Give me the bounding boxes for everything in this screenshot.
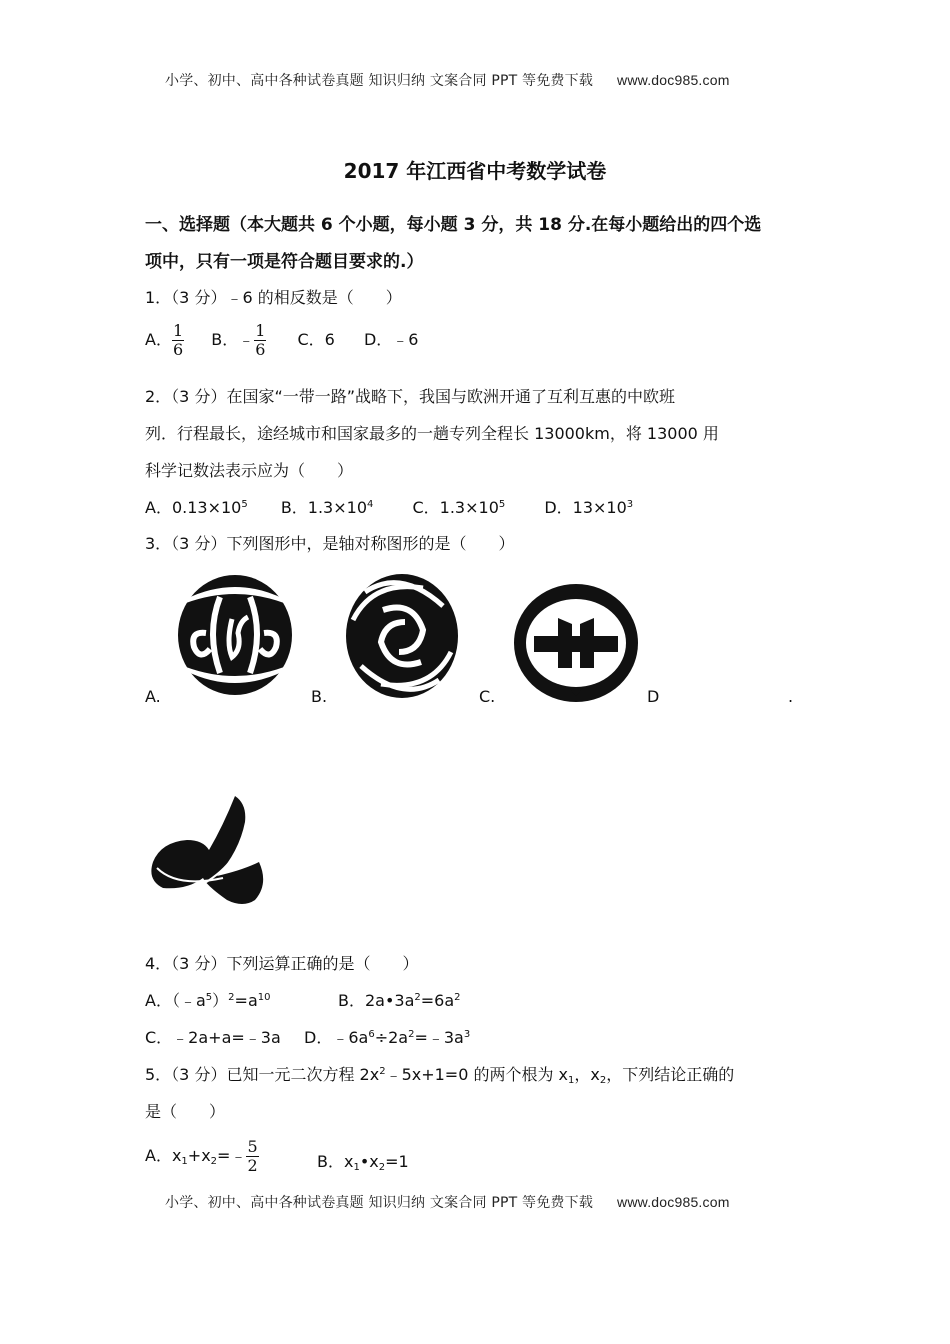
question-2-stem-line2: 列．行程最长，途经城市和国家最多的一趟专列全程长 13000km，将 13000 用 (145, 424, 719, 443)
figure-d-ribbon-icon[interactable] (147, 792, 269, 910)
header-text: 小学、初中、高中各种试卷真题 知识归纳 文案合同 PPT 等免费下载 (165, 73, 594, 89)
figure-c-oval-gate-icon[interactable] (512, 582, 640, 704)
q2-option-b[interactable]: B．$1.3\times 10^4$ (280, 498, 374, 517)
question-1-options (145, 322, 418, 359)
q2-option-c[interactable]: C．$1.3\times 10^5$ (412, 498, 506, 517)
question-2-stem-line1: 2．（3 分）在国家“一带一路”战略下，我国与欧洲开通了互利互惠的中欧班 (145, 387, 676, 406)
question-2-options (145, 495, 633, 518)
q2-option-d[interactable]: D．$13\times 10^3$ (544, 498, 634, 517)
header-url[interactable]: www.doc985.com (617, 72, 730, 88)
q1-option-b[interactable]: B．﹣ $\frac{1}{6}$ (211, 321, 266, 359)
figure-b-phoenix-swirl-icon[interactable] (343, 570, 461, 702)
q1-option-c[interactable]: C．6 (297, 330, 335, 349)
q3-option-a[interactable]: A. (145, 687, 161, 706)
fraction: $\frac{5}{2}$ (247, 1137, 258, 1175)
question-4-stem: 4．（3 分）下列运算正确的是（ ） (145, 954, 419, 973)
footer-text: 小学、初中、高中各种试卷真题 知识归纳 文案合同 PPT 等免费下载 (165, 1195, 594, 1211)
q5-option-b[interactable]: B．$x_1•x_2=1$ (317, 1152, 409, 1173)
q5-option-a[interactable]: A．$x_1+x_2=﹣$ $\frac{5}{2}$ (145, 1137, 258, 1175)
q2-option-a[interactable]: A．$0.13\times 10^5$ (145, 498, 248, 517)
question-5-stem-line1: 5．（3 分）已知一元二次方程 $2x^2﹣5x+1=0$ 的两个根为 $x_1$，$x_2$，下列结论正确的 (145, 1065, 735, 1086)
q4-option-c[interactable]: C．﹣2a+a=﹣3a (145, 1028, 281, 1047)
q4-option-d[interactable]: D．$﹣6a^6\div 2a^2=﹣3a^3$ (304, 1028, 471, 1047)
q1-option-d[interactable]: D．﹣6 (363, 330, 419, 349)
page-footer (165, 1192, 730, 1212)
page-header (165, 70, 730, 90)
q4-option-a[interactable]: A．$(﹣a^5)^2=a^{10}$ (145, 991, 271, 1010)
q4-option-b[interactable]: B．$2a•3a^2=6a^2$ (338, 991, 461, 1010)
q3-option-c[interactable]: C. (479, 687, 496, 706)
figure-a-scroll-emblem-icon[interactable] (176, 573, 294, 697)
q3-option-d-end: . (788, 687, 794, 706)
question-3-stem: 3．（3 分）下列图形中，是轴对称图形的是（ ） (145, 534, 515, 553)
fraction: $\frac{1}{6}$ (255, 321, 266, 359)
section-heading-line2: 项中，只有一项是符合题目要求的.） (145, 252, 424, 272)
question-5-stem-line2: 是（ ） (145, 1102, 226, 1121)
q3-option-d[interactable]: D (647, 687, 660, 706)
question-1-stem: 1．（3 分）﹣6 的相反数是（ ） (145, 288, 402, 307)
page-title: 2017 年江西省中考数学试卷 (343, 159, 607, 183)
section-heading-line1: 一、选择题（本大题共 6 个小题，每小题 3 分，共 18 分.在每小题给出的四个选 (145, 215, 762, 235)
question-2-stem-line3: 科学记数法表示应为（ ） (145, 461, 354, 480)
q1-option-a[interactable]: A． $\frac{1}{6}$ (145, 321, 184, 359)
q3-option-b[interactable]: B. (311, 687, 328, 706)
fraction: $\frac{1}{6}$ (172, 321, 184, 359)
footer-url[interactable]: www.doc985.com (617, 1194, 730, 1210)
